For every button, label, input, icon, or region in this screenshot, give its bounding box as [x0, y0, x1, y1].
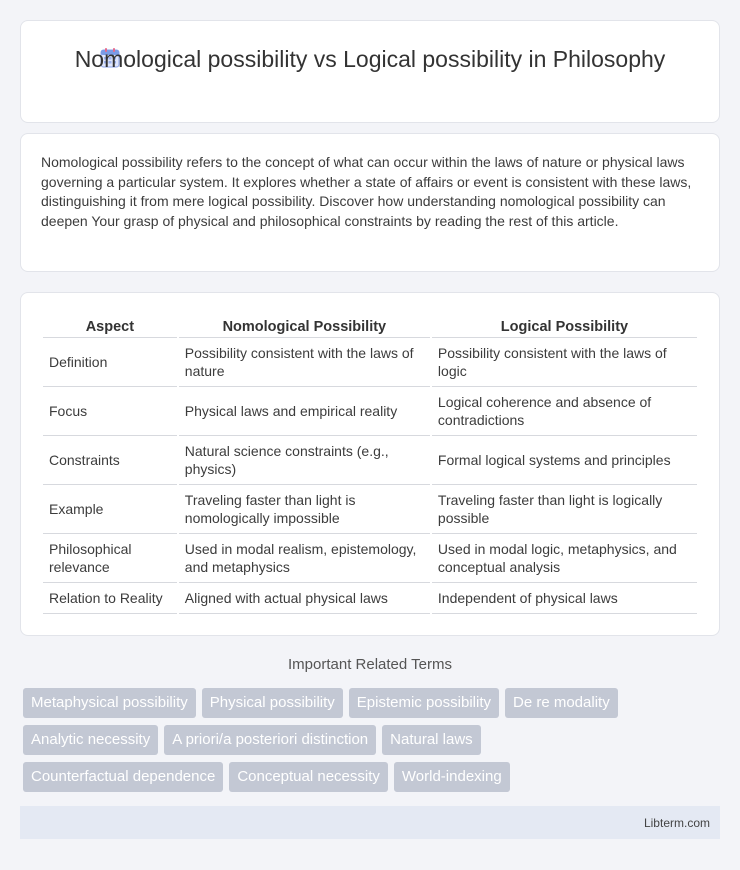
- tag-de-re-modality[interactable]: De re modality: [505, 688, 618, 718]
- table-cell: Used in modal logic, metaphysics, and conceptual analysis: [432, 534, 697, 583]
- table-row: [43, 583, 697, 614]
- comparison-table: [41, 316, 699, 614]
- table-row: [43, 485, 697, 534]
- tag-row: [23, 688, 723, 725]
- table-cell: Traveling faster than light is logically possible: [432, 485, 697, 534]
- table-cell: Relation to Reality: [43, 583, 177, 614]
- header-card: [20, 20, 720, 123]
- comparison-table-card: [20, 292, 720, 636]
- table-cell: Independent of physical laws: [432, 583, 697, 614]
- table-cell: Traveling faster than light is nomologically impossible: [179, 485, 430, 534]
- table-cell: Focus: [43, 387, 177, 436]
- intro-card: [20, 133, 720, 272]
- tag-epistemic-possibility[interactable]: Epistemic possibility: [349, 688, 499, 718]
- tag-physical-possibility[interactable]: Physical possibility: [202, 688, 343, 718]
- table-cell: Physical laws and empirical reality: [179, 387, 430, 436]
- tag-row: [23, 725, 723, 762]
- table-cell: Natural science constraints (e.g., physics): [179, 436, 430, 485]
- intro-paragraph: Nomological possibility refers to the concept of what can occur within the laws of nature or physical laws governing a particular system. It explores whether a state of affairs or event is consistent with these laws, distinguishing it from mere logical possibility. Discover how understanding nomological possibility can deepen Your grasp of physical and philosophical constraints by reading the rest of this article.: [41, 154, 692, 229]
- table-row: [43, 436, 697, 485]
- tag-natural-laws[interactable]: Natural laws: [382, 725, 481, 755]
- table-cell: Logical coherence and absence of contradictions: [432, 387, 697, 436]
- tag-a-priori-a-posteriori[interactable]: A priori/a posteriori distinction: [164, 725, 376, 755]
- table-row: [43, 387, 697, 436]
- table-row: [43, 534, 697, 583]
- table-cell: Possibility consistent with the laws of nature: [179, 338, 430, 387]
- related-terms-tags: [23, 688, 723, 799]
- table-row: [43, 338, 697, 387]
- page-title: Nomological possibility vs Logical possibility in Philosophy: [74, 46, 666, 72]
- header-nomological: Nomological Possibility: [179, 316, 430, 338]
- tag-conceptual-necessity[interactable]: Conceptual necessity: [229, 762, 388, 792]
- footer: [20, 806, 720, 839]
- tag-counterfactual-dependence[interactable]: Counterfactual dependence: [23, 762, 223, 792]
- related-terms-title: Important Related Terms: [288, 656, 452, 673]
- table-cell: Formal logical systems and principles: [432, 436, 697, 485]
- table-cell: Used in modal realism, epistemology, and metaphysics: [179, 534, 430, 583]
- table-cell: Definition: [43, 338, 177, 387]
- table-cell: Possibility consistent with the laws of logic: [432, 338, 697, 387]
- tag-row: [23, 762, 723, 799]
- table-cell: Philosophical relevance: [43, 534, 177, 583]
- footer-site-link[interactable]: Libterm.com: [643, 816, 710, 830]
- table-cell: Constraints: [43, 436, 177, 485]
- tag-world-indexing[interactable]: World-indexing: [394, 762, 510, 792]
- table-cell: Example: [43, 485, 177, 534]
- header-logical: Logical Possibility: [432, 316, 697, 338]
- table-header-row: [43, 316, 697, 338]
- table-cell: Aligned with actual physical laws: [179, 583, 430, 614]
- header-aspect: Aspect: [43, 316, 177, 338]
- tag-metaphysical-possibility[interactable]: Metaphysical possibility: [23, 688, 196, 718]
- tag-analytic-necessity[interactable]: Analytic necessity: [23, 725, 158, 755]
